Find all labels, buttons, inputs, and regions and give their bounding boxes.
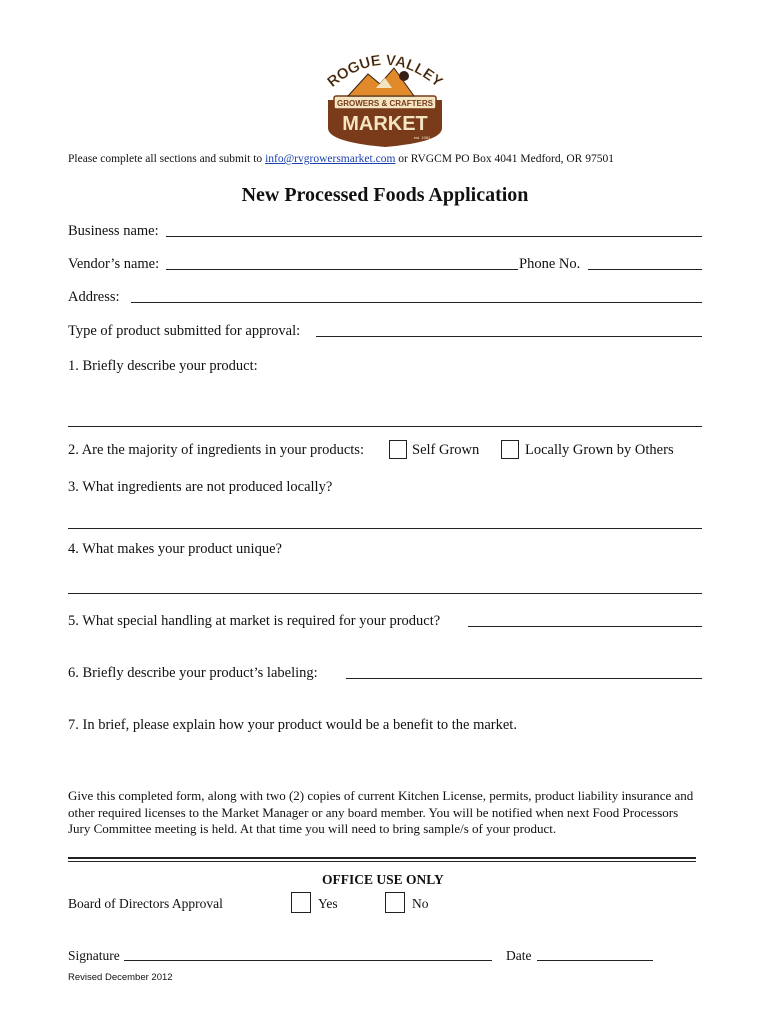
- question-5: 5. What special handling at market is required for your product?: [68, 613, 441, 629]
- vendor-name-label: Vendor’s name:: [68, 256, 160, 272]
- self-grown-label: Self Grown: [412, 442, 480, 458]
- business-name-field[interactable]: [166, 236, 702, 237]
- approval-yes-checkbox[interactable]: [291, 892, 311, 913]
- svg-text:ROGUE VALLEY: ROGUE VALLEY: [324, 51, 446, 91]
- submission-instruction: [68, 153, 614, 165]
- svg-text:MARKET: MARKET: [342, 113, 428, 135]
- question-6-answer-line[interactable]: [346, 678, 702, 679]
- question-1: 1. Briefly describe your product:: [68, 358, 258, 374]
- market-logo: [318, 48, 452, 148]
- form-title: New Processed Foods Application: [241, 184, 529, 206]
- question-3: 3. What ingredients are not produced locally?: [68, 479, 333, 495]
- question-5-answer-line[interactable]: [468, 626, 702, 627]
- product-type-field[interactable]: [316, 336, 702, 337]
- question-4-answer-line[interactable]: [68, 593, 702, 594]
- date-label: Date: [506, 948, 532, 963]
- vendor-name-field[interactable]: [166, 269, 518, 270]
- instruction-prefix: Please complete all sections and submit to: [68, 153, 263, 165]
- approval-no-checkbox[interactable]: [385, 892, 405, 913]
- approval-no-label: No: [412, 896, 429, 911]
- signature-field[interactable]: [124, 960, 492, 961]
- address-label: Address:: [68, 289, 120, 305]
- board-approval-label: Board of Directors Approval: [68, 896, 223, 911]
- office-use-heading: OFFICE USE ONLY: [322, 872, 444, 887]
- product-type-label: Type of product submitted for approval:: [68, 323, 301, 339]
- question-6: 6. Briefly describe your product’s labeling:: [68, 665, 318, 681]
- address-field[interactable]: [131, 302, 702, 303]
- approval-yes-label: Yes: [318, 896, 338, 911]
- phone-label: Phone No.: [519, 256, 581, 272]
- signature-label: Signature: [68, 948, 120, 963]
- locally-grown-checkbox[interactable]: [501, 440, 519, 459]
- question-4: 4. What makes your product unique?: [68, 541, 282, 557]
- office-divider-thin: [68, 861, 696, 862]
- revision-note: Revised December 2012: [68, 972, 173, 983]
- question-7: 7. In brief, please explain how your product would be a benefit to the market.: [68, 717, 517, 733]
- phone-field[interactable]: [588, 269, 702, 270]
- submission-instructions: Give this completed form, along with two (2) copies of current Kitchen License, permits, product liability insurance and other required licenses to the Market Manager or any board member. You will be notified when next Food Processors Jury Committee meeting is held. At that time you will need to bring sample/s of your product.: [68, 788, 694, 836]
- svg-text:GROWERS & CRAFTERS: GROWERS & CRAFTERS: [337, 99, 433, 108]
- instruction-suffix: or RVGCM PO Box 4041 Medford, OR 97501: [398, 153, 614, 165]
- question-3-answer-line[interactable]: [68, 528, 702, 529]
- locally-grown-label: Locally Grown by Others: [525, 442, 674, 458]
- question-1-answer-line[interactable]: [68, 426, 702, 427]
- email-link[interactable]: info@rvgrowersmarket.com: [265, 153, 396, 165]
- svg-text:est. 1981: est. 1981: [413, 135, 431, 140]
- question-2: 2. Are the majority of ingredients in your products:: [68, 442, 364, 458]
- date-field[interactable]: [537, 960, 653, 961]
- office-divider: [68, 857, 696, 859]
- business-name-label: Business name:: [68, 223, 159, 239]
- market-logo-graphic: [318, 48, 452, 148]
- self-grown-checkbox[interactable]: [389, 440, 407, 459]
